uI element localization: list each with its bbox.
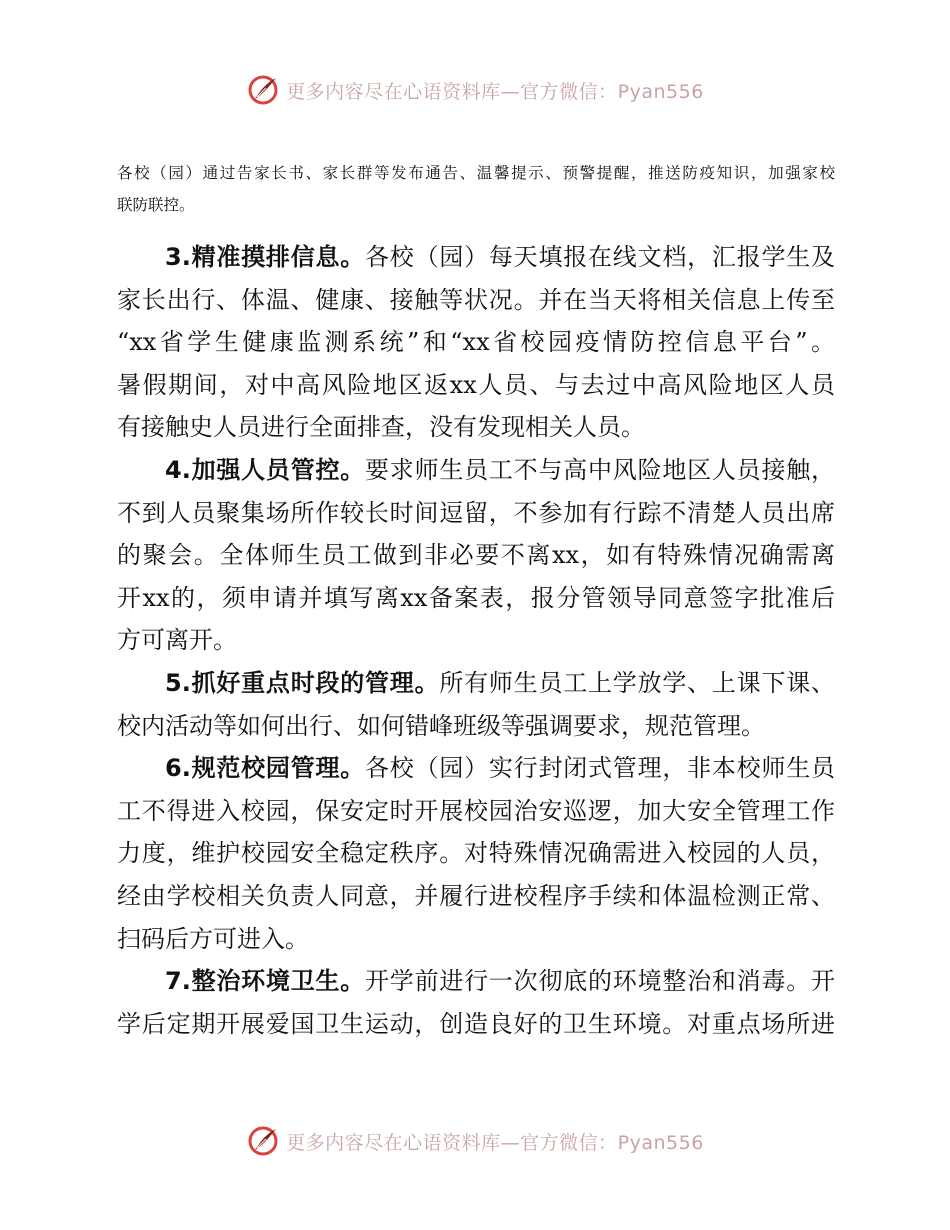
section-5-heading: 5.抓好重点时段的管理。 [165,668,440,697]
header-watermark-text: 更多内容尽在心语资料库—官方微信：Pyan556 [286,80,704,103]
red-circle-feather-logo [246,1124,280,1158]
section-6-heading: 6.规范校园管理。 [165,754,366,783]
section-7-text-line-2: 学后定期开展爱国卫生运动，创造良好的卫生环境。对重点场所进 [117,1009,835,1038]
section-3-text-line-1: 各校（园）每天填报在线文档，汇报学生及 [365,243,835,271]
section-4-text-line-3: 的聚会。全体师生员工做到非必要不离xx，如有特殊情况确需离 [117,541,835,570]
footer-watermark-text: 更多内容尽在心语资料库—官方微信：Pyan556 [286,1131,704,1154]
section-3-text-line-4: 暑假期间，对中高风险地区返xx人员、与去过中高风险地区人员 [117,370,835,399]
section-5-first-line [117,662,835,705]
intro-line-1: 各校（园）通过告家长书、家长群等发布通告、温馨提示、预警提醒，推送防疫知识，加强家校 [117,164,835,182]
section-4-text-line-4: 开xx的，须申请并填写离xx备案表，报分管领导同意签字批准后 [117,583,835,612]
intro-line-2: 联防联控。 [117,196,195,214]
section-6-text-line-1: 各校（园）实行封闭式管理，非本校师生员 [365,754,835,783]
document-body [117,236,835,1045]
section-7-text-line-1: 开学前进行一次彻底的环境整治和消毒。开 [365,967,835,996]
footer-watermark-banner [0,1121,950,1161]
section-4-first-line [117,449,835,492]
header-watermark-banner [0,70,950,110]
section-4-heading: 4.加强人员管控。 [165,455,366,484]
section-3-first-line [117,236,835,279]
section-4-text-line-2: 不到人员聚集场所作较长时间逗留，不参加有行踪不清楚人员出席 [117,498,835,527]
section-6-text-line-2: 工不得进入校园，保安定时开展校园治安巡逻，加大安全管理工作 [117,796,835,825]
red-circle-feather-logo [246,73,280,107]
section-6-first-line [117,747,835,790]
section-3-text-line-2: 家长出行、体温、健康、接触等状况。并在当天将相关信息上传至 [117,285,835,314]
section-7-heading: 7.整治环境卫生。 [165,967,366,996]
section-7-first-line [117,960,835,1003]
section-5-text-line-1: 所有师生员工上学放学、上课下课、 [439,668,835,697]
section-4-text-line-1: 要求师生员工不与高中风险地区人员接触， [365,455,835,484]
section-3-text-line-5: 有接触史人员进行全面排查，没有发现相关人员。 [117,413,645,442]
section-3-heading: 3.精准摸排信息。 [165,243,366,271]
section-6-text-line-3: 力度，维护校园安全稳定秩序。对特殊情况确需进入校园的人员， [117,839,835,868]
section-4-text-line-5: 方可离开。 [117,626,237,655]
section-3-text-line-3: “xx省学生健康监测系统”和“xx省校园疫情防控信息平台”。 [117,328,835,357]
section-6-text-line-5: 扫码后方可进入。 [117,924,309,953]
intro-paragraph [117,157,835,221]
section-6-text-line-4: 经由学校相关负责人同意，并履行进校程序手续和体温检测正常、 [117,881,835,910]
section-5-text-line-2: 校内活动等如何出行、如何错峰班级等强调要求，规范管理。 [117,711,765,740]
